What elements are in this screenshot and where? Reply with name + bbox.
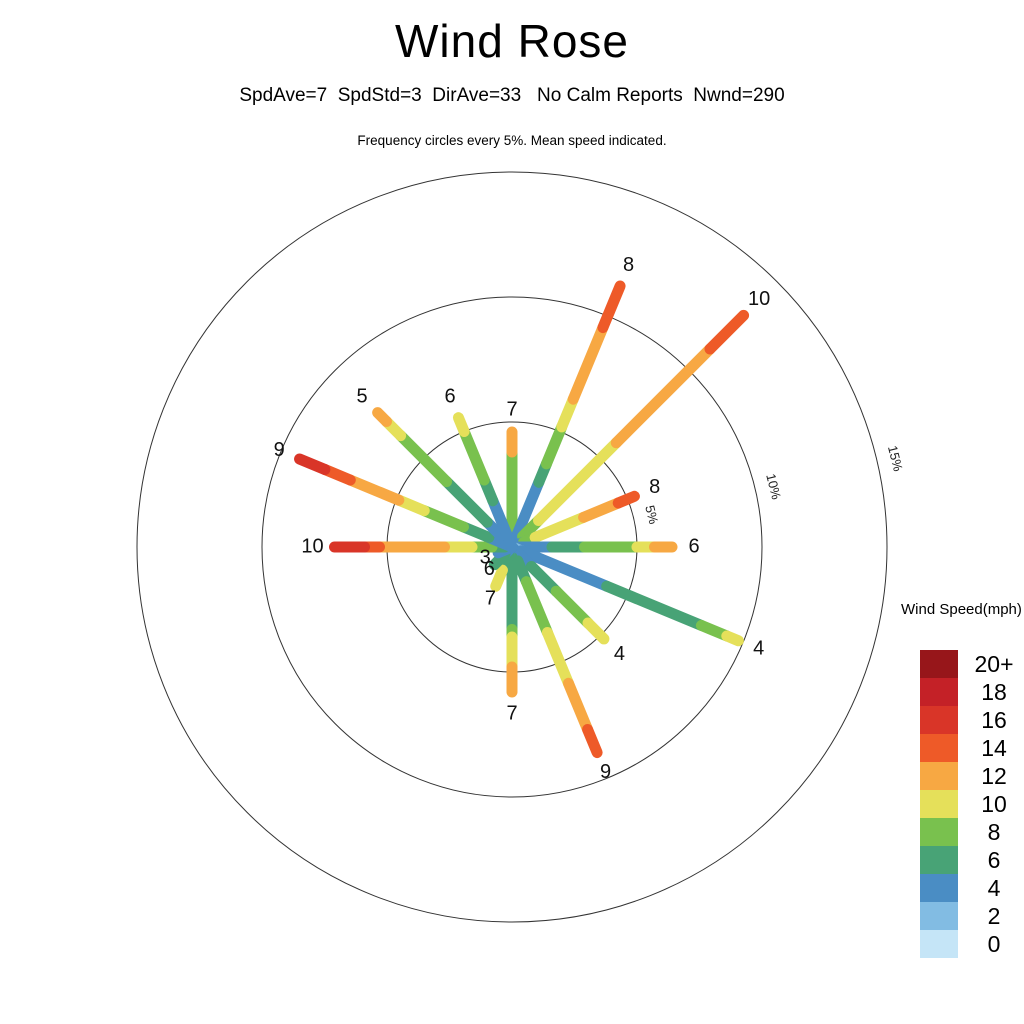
- spoke-NE-bin-12: [616, 349, 710, 443]
- tip-label-ENE: 8: [649, 476, 661, 499]
- legend-label-0: 0: [987, 931, 1001, 957]
- legend-label-8: 8: [987, 819, 1001, 845]
- legend-label-14: 14: [981, 735, 1007, 761]
- tip-label-NE: 10: [748, 288, 771, 311]
- spoke-ENE-bin-14: [618, 496, 634, 503]
- spoke-NW-bin-8: [401, 436, 447, 482]
- legend-label-16: 16: [981, 707, 1007, 733]
- tip-label-S: 7: [506, 702, 518, 725]
- spoke-ESE-bin-10: [727, 636, 739, 641]
- legend-swatch-2: [920, 902, 958, 930]
- spoke-NNE-bin-12: [573, 328, 603, 400]
- tip-label-ESE: 4: [753, 637, 765, 660]
- legend-swatch-14: [920, 734, 958, 762]
- spoke-NNE-bin-14: [603, 286, 620, 328]
- legend-title: Wind Speed(mph): [901, 601, 1022, 618]
- chart-subtitle: SpdAve=7 SpdStd=3 DirAve=33 No Calm Reports Nwnd=290: [239, 85, 785, 106]
- tip-label-NW: 5: [356, 385, 368, 408]
- legend-label-20+: 20+: [974, 651, 1014, 677]
- tip-label-SSE: 9: [600, 761, 612, 784]
- spoke-SSE-bin-14: [588, 729, 598, 752]
- legend-swatch-0: [920, 930, 958, 958]
- legend-swatch-20+: [920, 650, 958, 678]
- spoke-WNW-bin-12: [350, 480, 399, 500]
- tip-label-SE: 4: [613, 642, 626, 665]
- tip-label-N: 7: [506, 398, 518, 421]
- spoke-SSE-bin-10: [547, 632, 568, 683]
- legend-label-10: 10: [981, 791, 1007, 817]
- spoke-NNE-bin-8: [546, 427, 561, 464]
- spoke-NW-bin-6: [447, 482, 488, 523]
- legend-label-6: 6: [987, 847, 1001, 873]
- tip-label-WNW: 9: [273, 438, 285, 461]
- spoke-SE-bin-8: [556, 591, 588, 623]
- legend-swatch-18: [920, 678, 958, 706]
- legend-swatch-12: [920, 762, 958, 790]
- spoke-NE-bin-14: [710, 315, 744, 349]
- legend-label-4: 4: [987, 875, 1001, 901]
- spoke-NNW-bin-10: [458, 418, 464, 432]
- tip-label-NNE: 8: [622, 253, 635, 276]
- tip-label-SW: 6: [483, 557, 495, 580]
- legend-swatch-10: [920, 790, 958, 818]
- tip-label-NNW: 6: [444, 385, 456, 408]
- tip-label-SSW: 7: [484, 587, 496, 610]
- legend-swatch-16: [920, 706, 958, 734]
- spoke-SSE-bin-8: [526, 582, 547, 633]
- spoke-NW-bin-12: [378, 413, 387, 422]
- spoke-WNW-bin-8: [424, 511, 463, 527]
- chart-caption: Frequency circles every 5%. Mean speed indicated.: [357, 133, 667, 148]
- tip-label-E: 6: [688, 535, 700, 558]
- spoke-NNW-bin-8: [464, 432, 484, 481]
- tip-label-WSW: 3: [479, 546, 491, 569]
- spoke-ENE-bin-12: [584, 503, 619, 517]
- ring-label-10: 10%: [763, 472, 785, 501]
- legend-swatch-8: [920, 818, 958, 846]
- chart-title: Wind Rose: [395, 15, 629, 67]
- legend-label-2: 2: [987, 903, 1001, 929]
- spoke-SE-bin-10: [588, 623, 604, 639]
- legend-label-18: 18: [981, 679, 1007, 705]
- legend-swatch-4: [920, 874, 958, 902]
- spoke-ESE-bin-6: [607, 586, 702, 625]
- ring-label-5: 5%: [642, 503, 662, 526]
- spoke-SSE-bin-12: [568, 683, 587, 729]
- legend-label-12: 12: [981, 763, 1007, 789]
- ring-label-15: 15%: [884, 443, 906, 473]
- legend-swatch-6: [920, 846, 958, 874]
- spoke-SSW-bin-10: [496, 570, 503, 586]
- spoke-WNW-bin-16: [300, 459, 325, 470]
- tip-label-W: 10: [301, 535, 324, 558]
